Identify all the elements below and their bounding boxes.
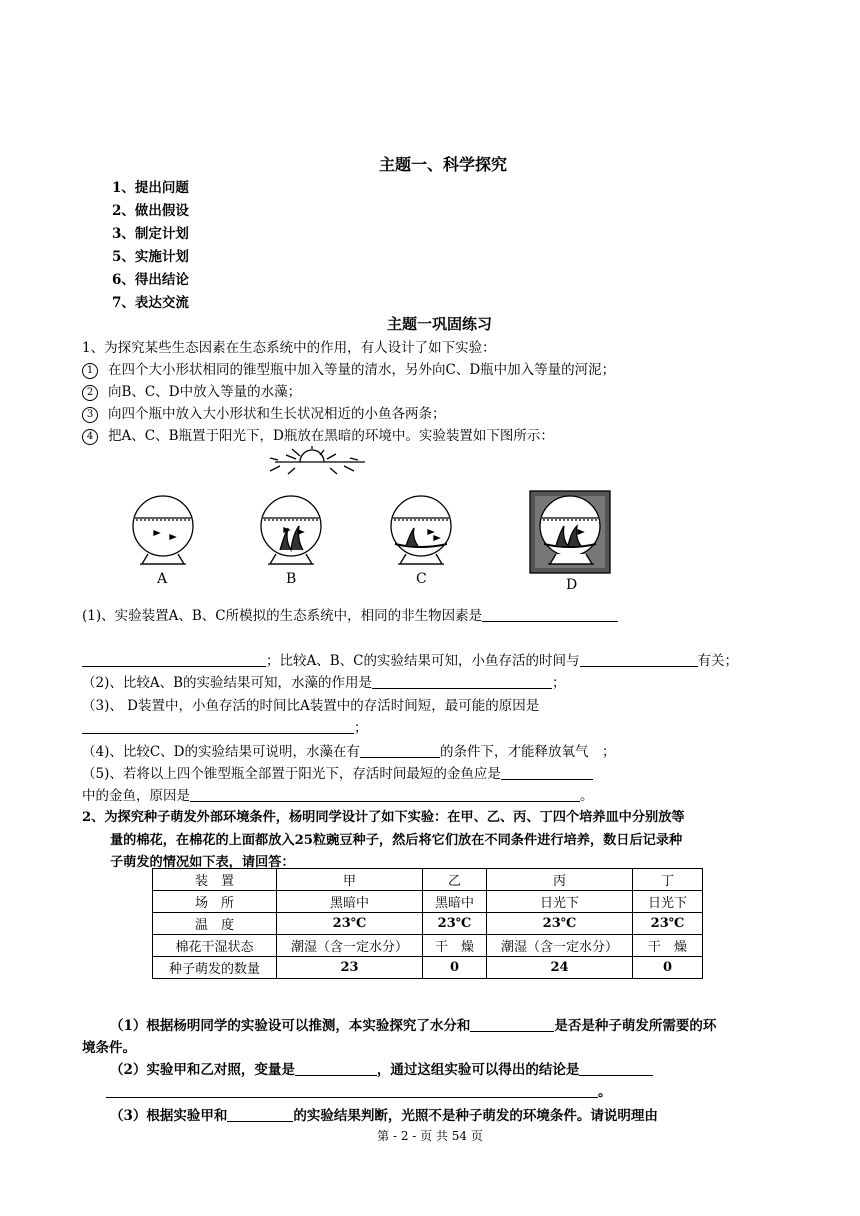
table-cell: 0 <box>423 957 487 979</box>
step-item: 2、做出假设 <box>112 203 189 219</box>
q1-sub5-line1 <box>82 762 593 782</box>
table-cell: 黑暗中 <box>423 891 487 913</box>
question-text: 。 <box>598 1084 612 1100</box>
table-cell: 23 <box>277 957 423 979</box>
q1-sub3-line2 <box>82 716 368 736</box>
table-cell: 潮湿（含一定水分） <box>277 935 423 957</box>
step-item: 5、实施计划 <box>112 249 189 265</box>
answer-blank[interactable] <box>190 788 580 802</box>
q1-step-text: 在四个大小形状相同的锥型瓶中加入等量的清水，另外向C、D瓶中加入等量的河泥； <box>108 362 616 378</box>
answer-blank[interactable] <box>579 1062 653 1076</box>
table-cell: 丁 <box>633 869 703 891</box>
table-cell: 丙 <box>487 869 633 891</box>
answer-blank[interactable] <box>482 608 618 622</box>
question-text: （4)、比较C、D的实验结果可说明，水藻在有 <box>82 744 361 760</box>
table-row <box>153 869 703 891</box>
question-text: (1)、实验装置A、B、C所模拟的生态系统中，相同的非生物因素是 <box>82 608 483 624</box>
germination-table <box>152 868 703 979</box>
q1-intro: 1、为探究某些生态因素在生态系统中的作用，有人设计了如下实验： <box>82 340 496 356</box>
question-text: 有关； <box>697 653 738 669</box>
experiment-figure <box>110 446 630 596</box>
q1-sub1-line1 <box>82 604 618 624</box>
table-cell: 温 度 <box>153 913 277 935</box>
question-text: （2)、比较A、B的实验结果可知，水藻的作用是 <box>82 675 373 691</box>
circled-number: 1 <box>82 363 98 379</box>
q2-sub2-line1 <box>110 1058 653 1078</box>
table-cell: 装 置 <box>153 869 277 891</box>
figure-label: B <box>286 571 297 587</box>
step-item: 1、提出问题 <box>112 180 189 196</box>
page-footer: 第 - 2 - 页 共 54 页 <box>377 1129 483 1143</box>
answer-blank[interactable] <box>470 1018 554 1032</box>
answer-blank[interactable] <box>82 720 354 734</box>
question-text: （5)、若将以上四个锥型瓶全部置于阳光下，存活时间最短的金鱼应是 <box>82 766 501 782</box>
question-text: （3）根据实验甲和 <box>110 1108 228 1124</box>
question-text: ； <box>552 675 566 691</box>
question-text: 。 <box>580 788 594 804</box>
answer-blank[interactable] <box>295 1062 377 1076</box>
question-text: ；比较A、B、C的实验结果可知，小鱼存活的时间与 <box>266 653 580 669</box>
q1-step-text: 向四个瓶中放入大小形状和生长状况相近的小鱼各两条； <box>108 406 446 422</box>
q1-sub5-line2 <box>82 784 594 804</box>
figure-label: C <box>416 571 427 587</box>
q1-step-4 <box>82 424 554 445</box>
q1-step-3 <box>82 402 446 423</box>
q1-sub2 <box>82 671 566 691</box>
table-cell: 24 <box>487 957 633 979</box>
table-cell: 种子萌发的数量 <box>153 957 277 979</box>
answer-blank[interactable] <box>501 766 593 780</box>
q1-step-2 <box>82 380 301 401</box>
table-cell: 棉花干湿状态 <box>153 935 277 957</box>
figure-label: A <box>157 571 168 587</box>
page-title: 主题一、科学探究 <box>379 155 508 174</box>
figure-label: D <box>566 577 578 593</box>
table-cell: 场 所 <box>153 891 277 913</box>
question-text: 是否是种子萌发所需要的环 <box>554 1018 717 1034</box>
question-text: 的实验结果判断，光照不是种子萌发的环境条件。请说明理由 <box>293 1108 658 1124</box>
question-text: ； <box>354 720 368 736</box>
table-cell: 0 <box>633 957 703 979</box>
answer-blank[interactable] <box>580 653 698 667</box>
table-cell: 23℃ <box>487 913 633 935</box>
q2-sub1-line2: 境条件。 <box>82 1040 136 1056</box>
answer-blank[interactable] <box>360 744 440 758</box>
q1-sub3-line1: （3)、 D装置中，小鱼存活的时间比A装置中的存活时间短，最可能的原因是 <box>82 698 540 714</box>
circled-number: 3 <box>82 407 98 423</box>
table-cell: 干 燥 <box>633 935 703 957</box>
question-text: （2）实验甲和乙对照，变量是 <box>110 1062 295 1078</box>
table-cell: 23℃ <box>633 913 703 935</box>
table-row <box>153 913 703 935</box>
table-cell: 23℃ <box>423 913 487 935</box>
table-row <box>153 935 703 957</box>
table-cell: 潮湿（含一定水分） <box>487 935 633 957</box>
step-item: 7、表达交流 <box>112 295 189 311</box>
sun-icon <box>270 446 365 474</box>
step-item: 3、制定计划 <box>112 226 189 242</box>
answer-blank[interactable] <box>106 1084 598 1098</box>
circled-number: 4 <box>82 429 98 445</box>
jar-c <box>391 496 451 564</box>
practice-title: 主题一巩固练习 <box>387 315 493 333</box>
answer-blank[interactable] <box>82 653 266 667</box>
answer-blank[interactable] <box>372 675 552 689</box>
jar-b <box>261 496 321 564</box>
question-text: （1）根据杨明同学的实验设可以推测，本实验探究了水分和 <box>110 1018 471 1034</box>
q2-sub1-line1 <box>110 1014 716 1034</box>
table-cell: 甲 <box>277 869 423 891</box>
q2-intro-line3: 子萌发的情况如下表，请回答： <box>110 855 295 870</box>
table-row <box>153 957 703 979</box>
q1-step-text: 把A、C、B瓶置于阳光下，D瓶放在黑暗的环境中。实验装置如下图所示： <box>108 428 554 444</box>
table-cell: 乙 <box>423 869 487 891</box>
q1-step-text: 向B、C、D中放入等量的水藻； <box>108 384 302 400</box>
question-text: ，通过这组实验可以得出的结论是 <box>376 1062 580 1078</box>
step-item: 6、得出结论 <box>112 272 189 288</box>
q2-intro-line2: 量的棉花，在棉花的上面都放入25粒豌豆种子，然后将它们放在不同条件进行培养，数日后记录种 <box>110 833 683 848</box>
q1-sub1-line2 <box>82 649 738 669</box>
table-cell: 23℃ <box>277 913 423 935</box>
table-cell: 干 燥 <box>423 935 487 957</box>
circled-number: 2 <box>82 385 98 401</box>
jar-d <box>530 491 610 573</box>
table-cell: 日光下 <box>487 891 633 913</box>
answer-blank[interactable] <box>227 1108 293 1122</box>
table-row <box>153 891 703 913</box>
q2-intro-line1: 2、为探究种子萌发外部环境条件，杨明同学设计了如下实验：在甲、乙、丙、丁四个培养皿中分别放等 <box>82 810 685 825</box>
question-text: 的条件下，才能释放氧气 ； <box>440 744 616 760</box>
q1-sub4 <box>82 740 616 760</box>
q2-sub3 <box>110 1104 658 1124</box>
table-cell: 黑暗中 <box>277 891 423 913</box>
table-cell: 日光下 <box>633 891 703 913</box>
q1-step-1 <box>82 358 615 379</box>
question-text: 中的金鱼，原因是 <box>82 788 190 804</box>
jar-a <box>133 496 193 564</box>
q2-sub2-line2 <box>106 1080 612 1100</box>
